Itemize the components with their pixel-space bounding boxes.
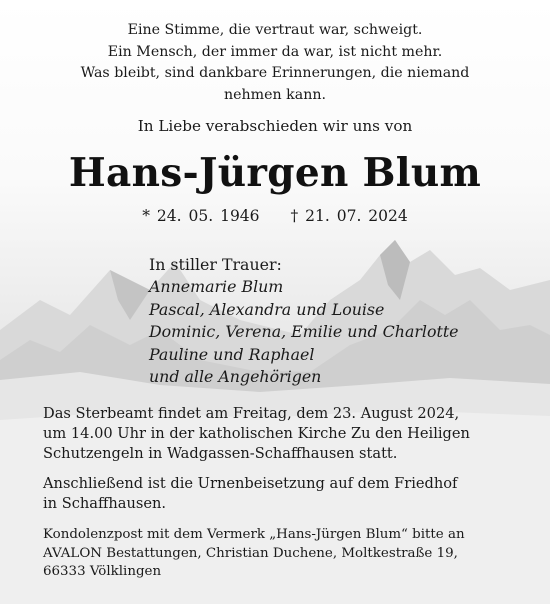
funeral-service-info [43,404,513,463]
mourners-list [149,254,459,388]
condolence-line: 66333 Völklingen [43,564,162,580]
poem [0,20,550,106]
burial-line: Anschließend ist die Urnenbeisetzung auf dem Friedhof [43,475,458,492]
poem-line: nehmen kann. [223,86,326,103]
poem-line: Was bleibt, sind dankbare Erinnerungen, die niemand [80,65,470,81]
mourner: Pascal, Alexandra und Louise [149,299,385,319]
burial-info [43,474,513,514]
mourner: und alle Angehörigen [149,367,322,387]
funeral-line: Das Sterbeamt findet am Freitag, dem 23. August 2024, [43,405,460,422]
intro-text: In Liebe verabschieden wir uns von [137,117,413,135]
mourning-heading: In stiller Trauer: [149,255,282,274]
poem-line: Ein Mensch, der immer da war, ist nicht mehr. [107,43,443,60]
condolence-line: Kondolenzpost mit dem Vermerk „Hans-Jürgen Blum“ bitte an [43,527,465,542]
funeral-line: um 14.00 Uhr in der katholischen Kirche Zu den Heiligen [43,424,470,442]
mourner: Pauline und Raphael [149,344,315,364]
birth-date: * 24. 05. 1946 [142,207,260,225]
mourner: Dominic, Verena, Emilie und Charlotte [149,322,459,342]
death-date: † 21. 07. 2024 [290,207,408,225]
funeral-line: Schutzengeln in Wadgassen-Schaffhausen statt. [43,444,398,462]
deceased-name: Hans-Jürgen Blum [68,150,482,196]
life-dates [0,207,550,225]
mourner: Annemarie Blum [149,277,284,297]
condolence-info [43,526,513,582]
condolence-line: AVALON Bestattungen, Christian Duchene, Moltkestraße 19, [43,545,458,561]
burial-line: in Schaffhausen. [43,494,167,512]
poem-line: Eine Stimme, die vertraut war, schweigt. [127,22,423,38]
